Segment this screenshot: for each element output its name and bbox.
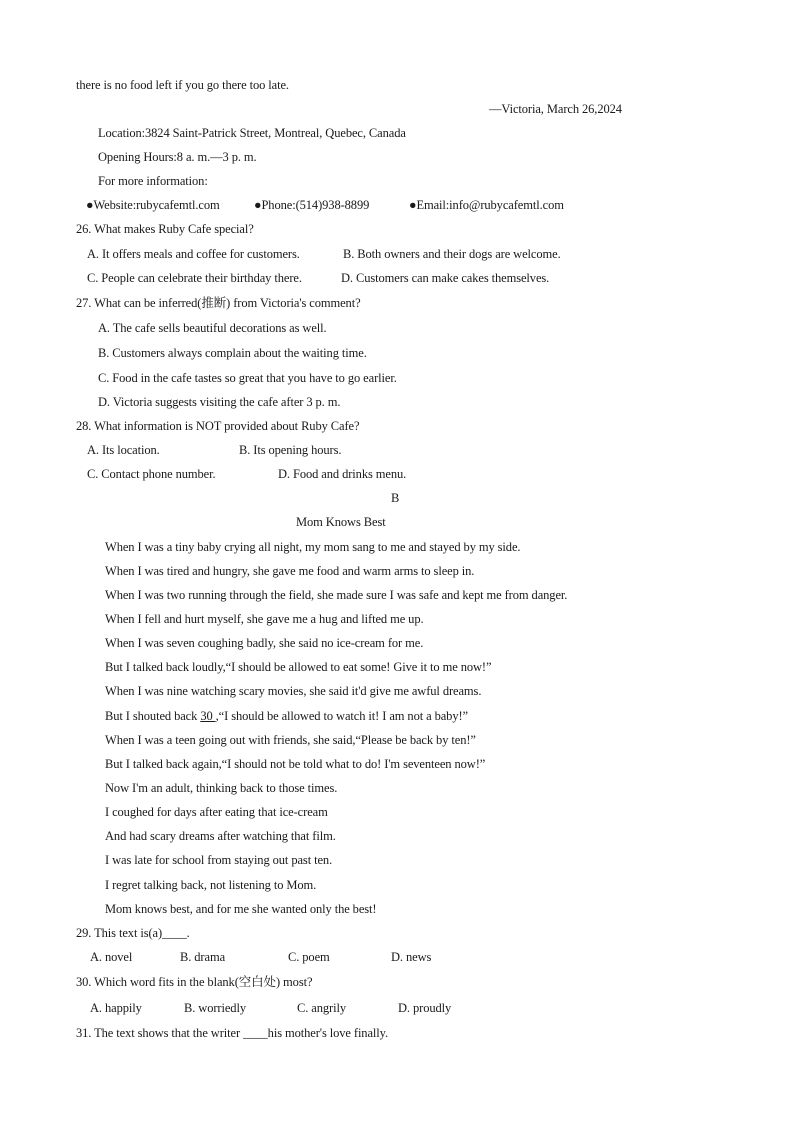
poem-line-11: Now I'm an adult, thinking back to those times. [105, 781, 338, 795]
poem-line-1: When I was a tiny baby crying all night, my mom sang to me and stayed by my side. [105, 540, 521, 554]
q26-option-d: D. Customers can make cakes themselves. [341, 271, 550, 285]
poem-line-16: Mom knows best, and for me she wanted only the best! [105, 902, 377, 916]
q26-option-b: B. Both owners and their dogs are welcome. [343, 247, 561, 261]
blank-30: 30 [200, 709, 216, 723]
poem-line-8-start: But I shouted back [105, 709, 201, 723]
q29-option-b: B. drama [180, 950, 226, 964]
poem-line-3: When I was two running through the field, she made sure I was safe and kept me from danger. [105, 588, 568, 602]
q27-option-d: D. Victoria suggests visiting the cafe after 3 p. m. [98, 395, 341, 409]
q28-option-b: B. Its opening hours. [239, 443, 342, 457]
poem-line-6: But I talked back loudly,“I should be allowed to eat some! Give it to me now!” [105, 660, 492, 674]
q29-option-c: C. poem [288, 950, 330, 964]
cafe-intro-tail: there is no food left if you go there too late. [76, 78, 289, 92]
cafe-phone: ●Phone:(514)938-8899 [254, 198, 370, 212]
poem-line-8 [105, 708, 468, 724]
cafe-opening-hours: Opening Hours:8 a. m.—3 p. m. [98, 150, 257, 164]
cafe-website: ●Website:rubycafemtl.com [86, 198, 220, 212]
poem-line-8-end: ,“I should be allowed to watch it! I am not a baby!” [215, 709, 468, 723]
poem-line-10: But I talked back again,“I should not be told what to do! I'm seventeen now!” [105, 757, 486, 771]
q27-option-b: B. Customers always complain about the waiting time. [98, 346, 367, 360]
poem-line-7: When I was nine watching scary movies, she said it'd give me awful dreams. [105, 684, 482, 698]
q27-option-c: C. Food in the cafe tastes so great that you have to go earlier. [98, 371, 397, 385]
poem-line-5: When I was seven coughing badly, she said no ice-cream for me. [105, 636, 424, 650]
poem-line-9: When I was a teen going out with friends, she said,“Please be back by ten!” [105, 733, 476, 747]
section-b-letter: B [391, 491, 400, 505]
poem-line-2: When I was tired and hungry, she gave me food and warm arms to sleep in. [105, 564, 475, 578]
q26-option-a: A. It offers meals and coffee for customers. [87, 247, 300, 261]
q26-option-c: C. People can celebrate their birthday there. [87, 271, 302, 285]
question-29: 29. This text is(a)____. [76, 926, 190, 940]
question-31: 31. The text shows that the writer ____his mother's love finally. [76, 1026, 389, 1040]
cafe-comment-signature: —Victoria, March 26,2024 [489, 102, 622, 116]
question-26: 26. What makes Ruby Cafe special? [76, 222, 254, 236]
q30-option-d: D. proudly [398, 1001, 452, 1015]
q30-option-a: A. happily [90, 1001, 142, 1015]
q30-option-b: B. worriedly [184, 1001, 246, 1015]
cafe-more-info: For more information: [98, 174, 208, 188]
q30-option-c: C. angrily [297, 1001, 346, 1015]
q29-option-a: A. novel [90, 950, 133, 964]
q28-option-a: A. Its location. [87, 443, 160, 457]
question-27: 27. What can be inferred(推断) from Victoria's comment? [76, 296, 361, 310]
q28-option-d: D. Food and drinks menu. [278, 467, 407, 481]
cafe-email: ●Email:info@rubycafemtl.com [409, 198, 564, 212]
question-30: 30. Which word fits in the blank(空白处) most? [76, 975, 313, 989]
question-28: 28. What information is NOT provided about Ruby Cafe? [76, 419, 360, 433]
poem-line-4: When I fell and hurt myself, she gave me a hug and lifted me up. [105, 612, 424, 626]
passage-title: Mom Knows Best [296, 515, 386, 529]
poem-line-12: I coughed for days after eating that ice-cream [105, 805, 328, 819]
q29-option-d: D. news [391, 950, 432, 964]
poem-line-13: And had scary dreams after watching that film. [105, 829, 336, 843]
q27-option-a: A. The cafe sells beautiful decorations as well. [98, 321, 327, 335]
poem-line-14: I was late for school from staying out past ten. [105, 853, 333, 867]
poem-line-15: I regret talking back, not listening to Mom. [105, 878, 317, 892]
cafe-location: Location:3824 Saint-Patrick Street, Montreal, Quebec, Canada [98, 126, 406, 140]
q28-option-c: C. Contact phone number. [87, 467, 216, 481]
